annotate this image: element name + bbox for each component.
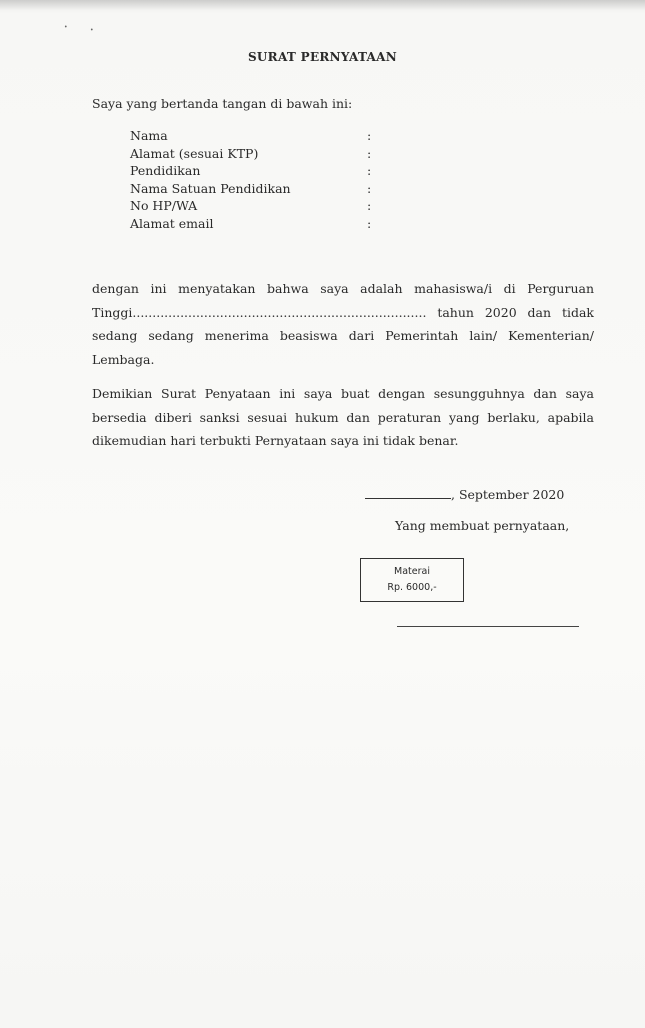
field-label: Alamat email: [130, 215, 214, 231]
field-colon: :: [367, 128, 372, 143]
field-colon: :: [367, 198, 372, 214]
statement-paragraph: dengan ini menyatakan bahwa saya adalah mahasiswa/i di Perguruan Tinggi.......................................................................... tahun 2020 dan tidak sedang sedang menerima beasiswa dari Pemerintah lain/ Kementerian/ Lembaga.: [92, 281, 594, 367]
signature-line: [397, 626, 579, 627]
field-row-address: [130, 145, 380, 163]
signature-date: [365, 486, 564, 502]
field-row-phone: [130, 197, 380, 215]
intro-text: Saya yang bertanda tangan di bawah ini:: [92, 96, 353, 111]
closing-paragraph: Demikian Surat Penyataan ini saya buat dengan sesungguhnya dan saya bersedia diberi sanksi sesuai hukum dan peraturan yang berlaku, apabila dikemudian hari terbukti Pernyataan saya ini tidak benar.: [92, 386, 594, 448]
field-row-institution: [130, 180, 380, 198]
field-row-name: [130, 127, 380, 145]
stamp-amount: Rp. 6000,-: [387, 582, 437, 593]
field-row-education: [130, 162, 380, 180]
field-colon: :: [367, 180, 372, 196]
field-label: Nama Satuan Pendidikan: [130, 180, 291, 196]
document-title: SURAT PERNYATAAN: [247, 50, 398, 64]
field-label: Alamat (sesuai KTP): [130, 145, 259, 161]
field-label: Pendidikan: [130, 163, 201, 179]
field-label: Nama: [130, 128, 168, 143]
field-colon: :: [367, 163, 372, 179]
field-colon: :: [367, 145, 372, 161]
stamp-box: [360, 558, 464, 602]
scan-speck: •: [64, 24, 68, 31]
date-suffix: , September 2020: [451, 487, 565, 502]
page-edge-shadow: [0, 0, 645, 10]
signed-by-label: Yang membuat pernyataan,: [395, 518, 570, 533]
date-blank-line: [365, 486, 451, 499]
field-row-email: [130, 215, 380, 233]
scan-speck: •: [90, 27, 94, 34]
identity-fields: [130, 127, 380, 233]
field-label: No HP/WA: [130, 198, 198, 214]
stamp-label: Materai: [394, 566, 430, 577]
field-colon: :: [367, 215, 372, 231]
